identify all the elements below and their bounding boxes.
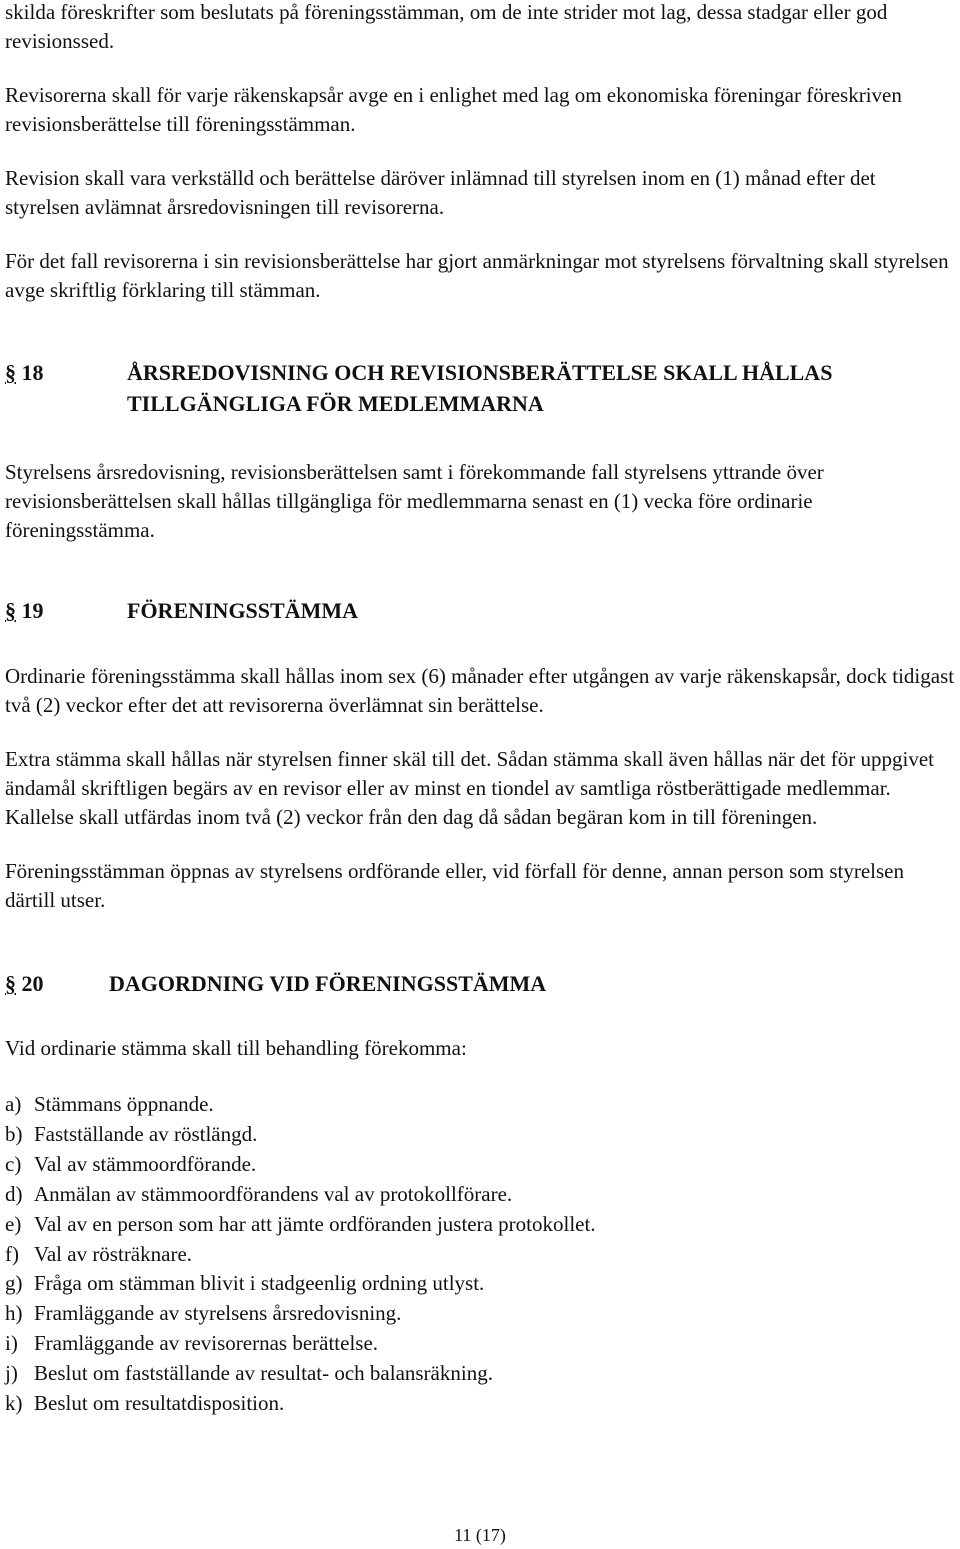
paragraph-section-19-3: Föreningsstämman öppnas av styrelsens ordförande eller, vid förfall för denne, annan person som styrelsen därtill utser.	[5, 859, 905, 912]
section-title: DAGORDNING VID FÖRENINGSSTÄMMA	[109, 971, 547, 996]
agenda-letter: k)	[5, 1391, 23, 1416]
agenda-item	[5, 1269, 955, 1299]
section-symbol: §	[5, 360, 16, 385]
paragraph-section-19-1: Ordinarie föreningsstämma skall hållas inom sex (6) månader efter utgången av varje räkenskapsår, dock tidigast två (2) veckor efter det att revisorerna överlämnat sin berättelse.	[5, 664, 955, 717]
agenda-text: Val av stämmoordförande.	[34, 1151, 257, 1176]
agenda-item	[5, 1240, 955, 1270]
agenda-text: Beslut om fastställande av resultat- och balansräkning.	[34, 1361, 493, 1386]
paragraph-intro-3: Revision skall vara verkställd och berättelse däröver inlämnad till styrelsen inom en (1) månad efter det styrelsen avlämnat årsredovisningen till revisorerna.	[5, 166, 876, 219]
agenda-text: Fastställande av röstlängd.	[34, 1121, 258, 1146]
agenda-letter: g)	[5, 1271, 23, 1296]
section-number: § 20	[5, 971, 44, 996]
agenda-text: Framläggande av revisorernas berättelse.	[34, 1331, 379, 1356]
section-symbol: §	[5, 971, 16, 996]
agenda-letter: d)	[5, 1181, 23, 1206]
agenda-item	[5, 1150, 955, 1180]
paragraph-section-18-1: Styrelsens årsredovisning, revisionsberättelsen samt i förekommande fall styrelsens yttrande över revisionsberättelsen skall hållas tillgängliga för medlemmarna senast en (1) vecka före ordinarie föreningsstämma.	[5, 460, 824, 542]
agenda-letter: a)	[5, 1092, 22, 1116]
agenda-item	[5, 1090, 955, 1120]
section-title: FÖRENINGSSTÄMMA	[127, 598, 359, 623]
agenda-item	[5, 1359, 955, 1389]
agenda-text: Val av en person som har att jämte ordföranden justera protokollet.	[34, 1211, 596, 1236]
agenda-item	[5, 1180, 955, 1210]
paragraph-section-19-2: Extra stämma skall hållas när styrelsen finner skäl till det. Sådan stämma skall även hållas när det för uppgivet ändamål skriftligen begärs av en revisor eller av minst en tiondel av samtliga röstberättigade medlemmar. Kallelse skall utfärdas inom två (2) veckor från den dag då sådan begäran kom in till föreningen.	[5, 747, 934, 829]
agenda-letter: e)	[5, 1211, 22, 1236]
section-heading-20	[5, 968, 955, 999]
agenda-letter: i)	[5, 1331, 18, 1356]
paragraph-intro-2: Revisorerna skall för varje räkenskapsår avge en i enlighet med lag om ekonomiska föreningar föreskriven revisionsberättelse till föreningsstämman.	[5, 83, 902, 136]
section-title: ÅRSREDOVISNING OCH REVISIONSBERÄTTELSE SKALL HÅLLAS TILLGÄNGLIGA FÖR MEDLEMMARNA	[127, 360, 833, 416]
agenda-letter: f)	[5, 1241, 19, 1266]
agenda-letter: b)	[5, 1121, 23, 1146]
section-symbol: §	[5, 598, 16, 623]
agenda-item	[5, 1120, 955, 1150]
agenda-list	[5, 1090, 955, 1419]
agenda-item	[5, 1329, 955, 1359]
paragraph-intro-4: För det fall revisorerna i sin revisionsberättelse har gjort anmärkningar mot styrelsens förvaltning skall styrelsen avge skriftlig förklaring till stämman.	[5, 249, 949, 302]
agenda-letter: h)	[5, 1301, 23, 1326]
agenda-item	[5, 1299, 955, 1329]
agenda-text: Beslut om resultatdisposition.	[34, 1391, 285, 1416]
section-heading-19	[5, 595, 955, 626]
section-number: § 19	[5, 598, 44, 623]
agenda-letter: c)	[5, 1151, 22, 1176]
agenda-item	[5, 1210, 955, 1240]
agenda-text: Stämmans öppnande.	[34, 1092, 214, 1116]
agenda-text: Anmälan av stämmoordförandens val av protokollförare.	[34, 1181, 513, 1206]
section-heading-18	[5, 357, 955, 419]
agenda-letter: j)	[5, 1361, 18, 1386]
agenda-item	[5, 1389, 955, 1419]
agenda-text: Fråga om stämman blivit i stadgeenlig ordning utlyst.	[34, 1271, 485, 1296]
paragraph-section-20-1: Vid ordinarie stämma skall till behandling förekomma:	[5, 1036, 467, 1060]
paragraph-intro-1: skilda föreskrifter som beslutats på föreningsstämman, om de inte strider mot lag, dessa stadgar eller god revisionssed.	[5, 0, 888, 53]
agenda-text: Val av rösträknare.	[34, 1241, 193, 1266]
section-number: § 18	[5, 360, 44, 385]
document-page	[5, 0, 955, 1549]
agenda-text: Framläggande av styrelsens årsredovisning.	[34, 1301, 402, 1326]
page-number: 11 (17)	[454, 1525, 506, 1545]
